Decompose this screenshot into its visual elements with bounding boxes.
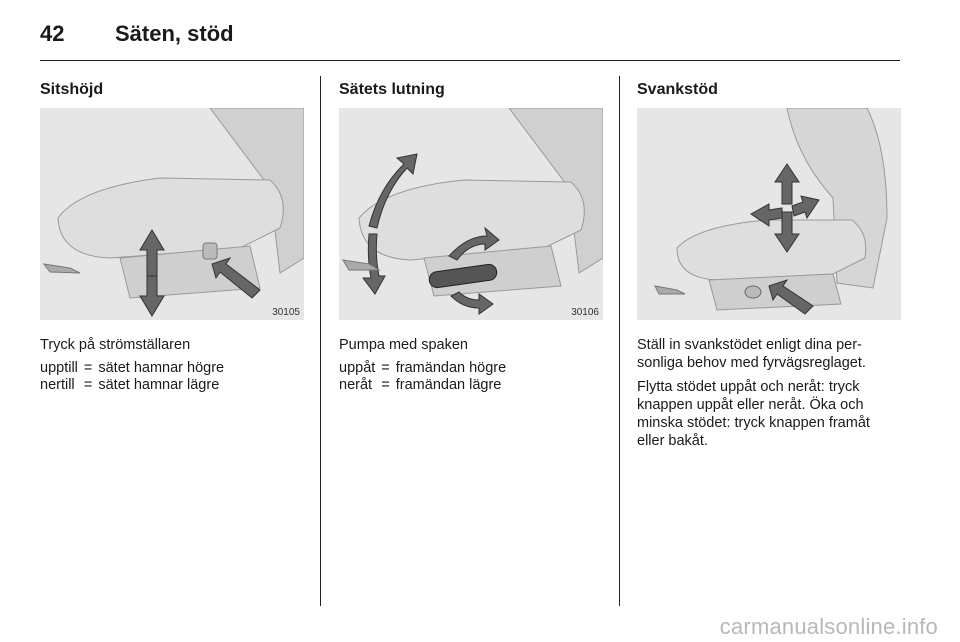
paragraph: Ställ in svankstödet enligt dina per-sonliga behov med fyrvägsreglaget.	[637, 337, 866, 371]
paragraph: Flytta stödet uppåt och neråt: tryck knappen uppåt eller neråt. Öka och minska stödet: tryck knappen framåt eller bakåt.	[637, 379, 870, 449]
section-seat-tilt	[339, 76, 603, 394]
column-divider	[619, 76, 620, 606]
definition-row	[339, 360, 506, 377]
definition-equals: =	[381, 377, 390, 393]
definition-row	[40, 377, 224, 394]
definition-equals: =	[83, 377, 93, 393]
header-rule	[40, 60, 900, 61]
figure-code: 30106	[571, 307, 599, 318]
arrow-right-icon	[792, 196, 819, 218]
section-text	[637, 336, 901, 450]
seat-height-illustration	[40, 108, 304, 320]
definition-desc: sätet hamnar lägre	[98, 377, 220, 393]
section-heading: Sätets lutning	[339, 81, 445, 98]
figure-code: 30105	[272, 307, 300, 318]
section-heading: Sitshöjd	[40, 81, 104, 98]
section-seat-height	[40, 76, 304, 394]
definition-desc: framändan lägre	[395, 377, 502, 393]
page-header	[40, 14, 234, 54]
section-text	[40, 336, 304, 394]
definition-equals: =	[381, 360, 390, 376]
lumbar-support-illustration	[637, 108, 901, 320]
definition-equals: =	[83, 360, 93, 376]
watermark: carmanualsonline.info	[719, 614, 938, 639]
switch-icon	[203, 243, 217, 259]
section-heading: Svankstöd	[637, 81, 718, 98]
switch-icon	[745, 286, 761, 298]
intro-text: Tryck på strömställaren	[40, 337, 191, 353]
seat-tilt-illustration	[339, 108, 603, 320]
definition-desc: framändan högre	[395, 360, 507, 376]
definition-term: upptill	[40, 360, 78, 376]
definition-row	[40, 360, 224, 377]
intro-text: Pumpa med spaken	[339, 337, 468, 353]
definition-term: neråt	[339, 377, 373, 393]
arrow-up-icon	[775, 164, 799, 204]
definition-list	[40, 360, 224, 394]
section-lumbar-support	[637, 76, 901, 456]
definition-list	[339, 360, 506, 394]
column-divider	[320, 76, 321, 606]
definition-term: nertill	[40, 377, 75, 393]
section-text	[339, 336, 603, 394]
definition-row	[339, 377, 506, 394]
rotate-arrow-down-icon	[451, 292, 493, 314]
page-number: 42	[40, 21, 65, 46]
definition-term: uppåt	[339, 360, 376, 376]
page-title: Säten, stöd	[115, 21, 234, 46]
definition-desc: sätet hamnar högre	[98, 360, 225, 376]
